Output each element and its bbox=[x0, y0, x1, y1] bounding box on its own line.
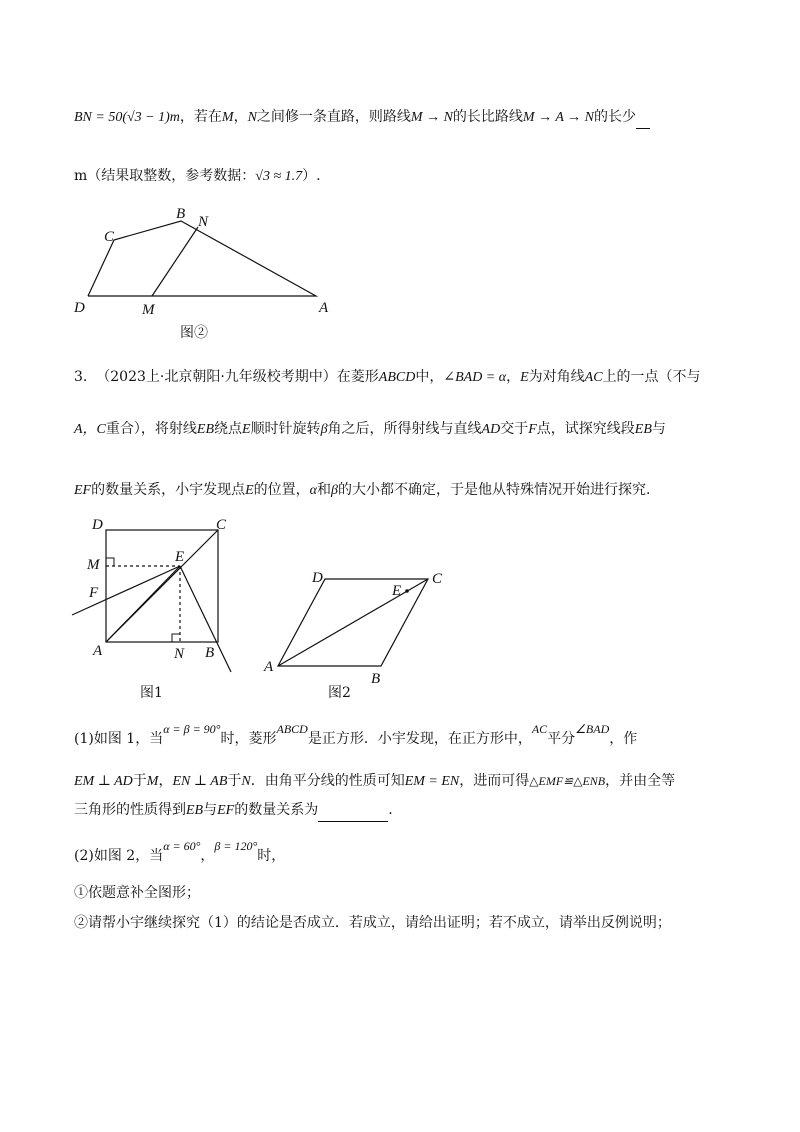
fig1-label-f: F bbox=[89, 585, 99, 601]
question-source: （2023上·北京朝阳·九年级校考期中） bbox=[96, 369, 337, 385]
part1-line-2: EM ⊥ AD于M，EN ⊥ AB于N．由角平分线的性质可知EM = EN，进而可得△EMF≌△ENB，并由全等 bbox=[74, 773, 676, 789]
segment-mn bbox=[152, 227, 198, 296]
q3-line-2: A，C重合），将射线EB绕点E顺时针旋转β角之后，所得射线与直线AD交于F点，试探究线段EB与 bbox=[74, 421, 666, 437]
fig2-label-b: B bbox=[371, 671, 381, 687]
right-angle-n bbox=[172, 634, 180, 642]
square-abcd bbox=[106, 530, 218, 642]
fig2c-label-c: C bbox=[104, 229, 115, 245]
fig2c-label-d: D bbox=[74, 300, 85, 316]
right-angle-m bbox=[106, 558, 114, 566]
point-e bbox=[405, 589, 409, 593]
ray-eb bbox=[180, 566, 231, 672]
part2-item-2: ②请帮小宇继续探究（1）的结论是否成立．若成立，请给出证明；若不成立，请举出反例说明； bbox=[74, 915, 671, 931]
ray-ef bbox=[72, 566, 180, 615]
fig1-label-b: B bbox=[205, 645, 215, 661]
part1-line-1: (1)如图 1，当α = β = 90°时，菱形ABCD是正方形．小宇发现，在正方形中，AC平分∠BAD，作 bbox=[74, 722, 638, 747]
figure-2 bbox=[278, 579, 428, 666]
q3-line-3: EF的数量关系，小宇发现点E的位置，α和β的大小都不确定，于是他从特殊情况开始进行探究. bbox=[74, 482, 651, 498]
fig1-label-c: C bbox=[216, 517, 227, 533]
fig2c-label-b: B bbox=[176, 206, 186, 222]
fig2-label-c: C bbox=[432, 571, 443, 587]
diagonal-ac bbox=[106, 530, 218, 642]
segment-ae bbox=[106, 566, 180, 642]
q2-line-2: m（结果取整数，参考数据：√3 ≈ 1.7）. bbox=[74, 168, 321, 184]
diagonal-ac-2 bbox=[278, 579, 428, 666]
question-number: 3. bbox=[74, 369, 88, 385]
relationship-answer-blank bbox=[318, 805, 388, 822]
fig2-label-d: D bbox=[312, 570, 323, 586]
part2-item-1: ①依题意补全图形； bbox=[74, 885, 200, 901]
path-m-n: M → N bbox=[410, 110, 453, 125]
part1-line-3: 三角形的性质得到EB与EF的数量关系为 . bbox=[74, 799, 740, 822]
fig2-label-e: E bbox=[392, 583, 402, 599]
fig2-label-a: A bbox=[264, 659, 274, 675]
fig2c-caption: 图② bbox=[180, 325, 208, 341]
rhombus-abcd bbox=[278, 579, 428, 666]
fig1-label-m: M bbox=[87, 557, 100, 573]
fig1-label-d: D bbox=[92, 517, 103, 533]
fig2c-label-a: A bbox=[319, 300, 329, 316]
fig1-caption: 图1 bbox=[140, 685, 163, 701]
fig1-label-n: N bbox=[174, 646, 185, 662]
figure-1 bbox=[72, 530, 231, 672]
fig1-label-e: E bbox=[175, 549, 185, 565]
fig2-caption: 图2 bbox=[328, 685, 351, 701]
q2-line-1: BN = 50(√3 − 1)m，若在M，N之间修一条直路，则路线M → N的长比路线M → A → N的长少 bbox=[74, 106, 740, 129]
fig2c-label-n: N bbox=[198, 214, 209, 230]
q3-line-1: 3. （2023上·北京朝阳·九年级校考期中）在菱形ABCD中，∠BAD = α，E为对角线AC上的一点（不与 bbox=[74, 369, 701, 385]
bn-formula: BN = 50(√3 − 1)m bbox=[74, 110, 180, 125]
quad-outline bbox=[88, 221, 316, 296]
sqrt3-ref: √3 ≈ 1.7 bbox=[255, 169, 303, 184]
path-m-a-n: M → A → N bbox=[522, 110, 594, 125]
answer-blank bbox=[636, 112, 650, 129]
part2-line-1: (2)如图 2，当α = 60°，β = 120°时， bbox=[74, 839, 286, 864]
fig1-label-a: A bbox=[93, 643, 103, 659]
fig2c-label-m: M bbox=[142, 302, 155, 318]
